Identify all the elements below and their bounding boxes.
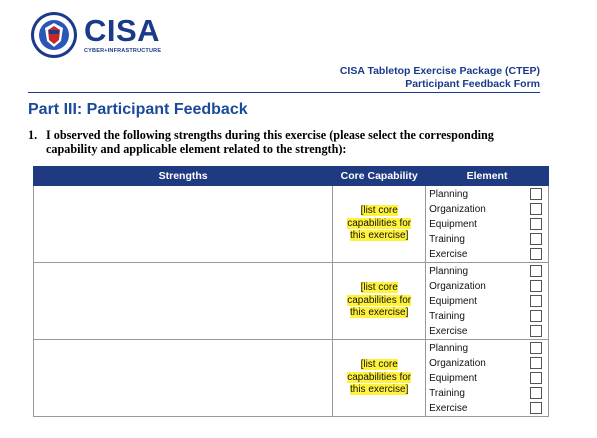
element-option	[426, 202, 548, 217]
element-label: Organization	[429, 357, 486, 369]
element-checkbox[interactable]	[530, 387, 542, 399]
question-number: 1.	[28, 128, 38, 142]
capability-placeholder-line: [list core	[360, 282, 398, 293]
column-header-core-capability: Core Capability	[333, 167, 426, 186]
capability-placeholder-line: capabilities for	[347, 217, 412, 229]
capability-placeholder	[347, 205, 411, 243]
element-label: Organization	[429, 203, 486, 215]
element-checkbox[interactable]	[530, 265, 542, 277]
question-text: I observed the following strengths during this exercise (please select the corresponding capability and applicable element related to the strength):	[46, 128, 494, 156]
element-label: Planning	[429, 188, 469, 200]
element-checkbox[interactable]	[530, 218, 542, 230]
capability-placeholder-line: capabilities for	[347, 294, 412, 306]
element-cell	[426, 340, 549, 417]
element-checkbox[interactable]	[530, 402, 542, 414]
capability-placeholder	[347, 359, 411, 397]
core-capability-cell	[333, 263, 426, 340]
element-label: Planning	[429, 265, 469, 277]
table-row	[34, 340, 549, 417]
element-label: Training	[429, 310, 465, 322]
capability-placeholder-line: [list core	[360, 205, 398, 216]
element-checkbox[interactable]	[530, 248, 542, 260]
strength-input-cell[interactable]	[34, 186, 333, 263]
column-header-element: Element	[426, 167, 549, 186]
capability-placeholder-line: [list core	[360, 359, 398, 370]
element-label: Exercise	[429, 402, 468, 414]
element-label: Exercise	[429, 325, 468, 337]
element-checkbox[interactable]	[530, 342, 542, 354]
element-label: Equipment	[429, 372, 477, 384]
element-option	[426, 341, 548, 356]
element-label: Exercise	[429, 248, 468, 260]
element-label: Equipment	[429, 218, 477, 230]
core-capability-cell	[333, 186, 426, 263]
brand-subtitle: CYBER+INFRASTRUCTURE	[84, 48, 162, 54]
element-checkbox[interactable]	[530, 203, 542, 215]
element-option	[426, 309, 548, 324]
element-label: Organization	[429, 280, 486, 292]
capability-placeholder-line: this exercise]	[350, 230, 409, 241]
element-option	[426, 187, 548, 202]
element-label: Equipment	[429, 295, 477, 307]
element-option	[426, 264, 548, 279]
header-line-1: CISA Tabletop Exercise Package (CTEP)	[339, 65, 540, 77]
element-label: Training	[429, 387, 465, 399]
element-checkbox[interactable]	[530, 310, 542, 322]
capability-placeholder-line: this exercise]	[350, 307, 409, 318]
element-cell	[426, 263, 549, 340]
cisa-logo	[30, 11, 161, 59]
element-checkbox[interactable]	[530, 280, 542, 292]
capability-placeholder	[347, 282, 411, 320]
element-option	[426, 401, 548, 416]
element-cell	[426, 186, 549, 263]
header-divider	[28, 92, 540, 93]
element-option	[426, 232, 548, 247]
element-checkbox[interactable]	[530, 295, 542, 307]
element-option	[426, 294, 548, 309]
question-1	[28, 128, 548, 156]
element-checkbox[interactable]	[530, 357, 542, 369]
capability-placeholder-line: this exercise]	[350, 384, 409, 395]
element-option	[426, 279, 548, 294]
capability-placeholder-line: capabilities for	[347, 371, 412, 383]
element-checkbox[interactable]	[530, 372, 542, 384]
element-checkbox[interactable]	[530, 233, 542, 245]
element-label: Training	[429, 233, 465, 245]
feedback-table	[33, 166, 549, 417]
strength-input-cell[interactable]	[34, 263, 333, 340]
column-header-strengths: Strengths	[34, 167, 333, 186]
element-option	[426, 324, 548, 339]
table-row	[34, 186, 549, 263]
element-label: Planning	[429, 342, 469, 354]
element-option	[426, 247, 548, 262]
part-title: Part III: Participant Feedback	[28, 101, 248, 118]
table-row	[34, 263, 549, 340]
element-option	[426, 371, 548, 386]
element-checkbox[interactable]	[530, 188, 542, 200]
header-line-2: Participant Feedback Form	[405, 78, 540, 90]
element-option	[426, 386, 548, 401]
strength-input-cell[interactable]	[34, 340, 333, 417]
element-option	[426, 356, 548, 371]
brand-name: CISA	[84, 13, 161, 48]
document-header	[340, 65, 540, 91]
element-checkbox[interactable]	[530, 325, 542, 337]
element-option	[426, 217, 548, 232]
dhs-seal-icon	[30, 11, 78, 59]
core-capability-cell	[333, 340, 426, 417]
table-header-row	[34, 167, 549, 186]
